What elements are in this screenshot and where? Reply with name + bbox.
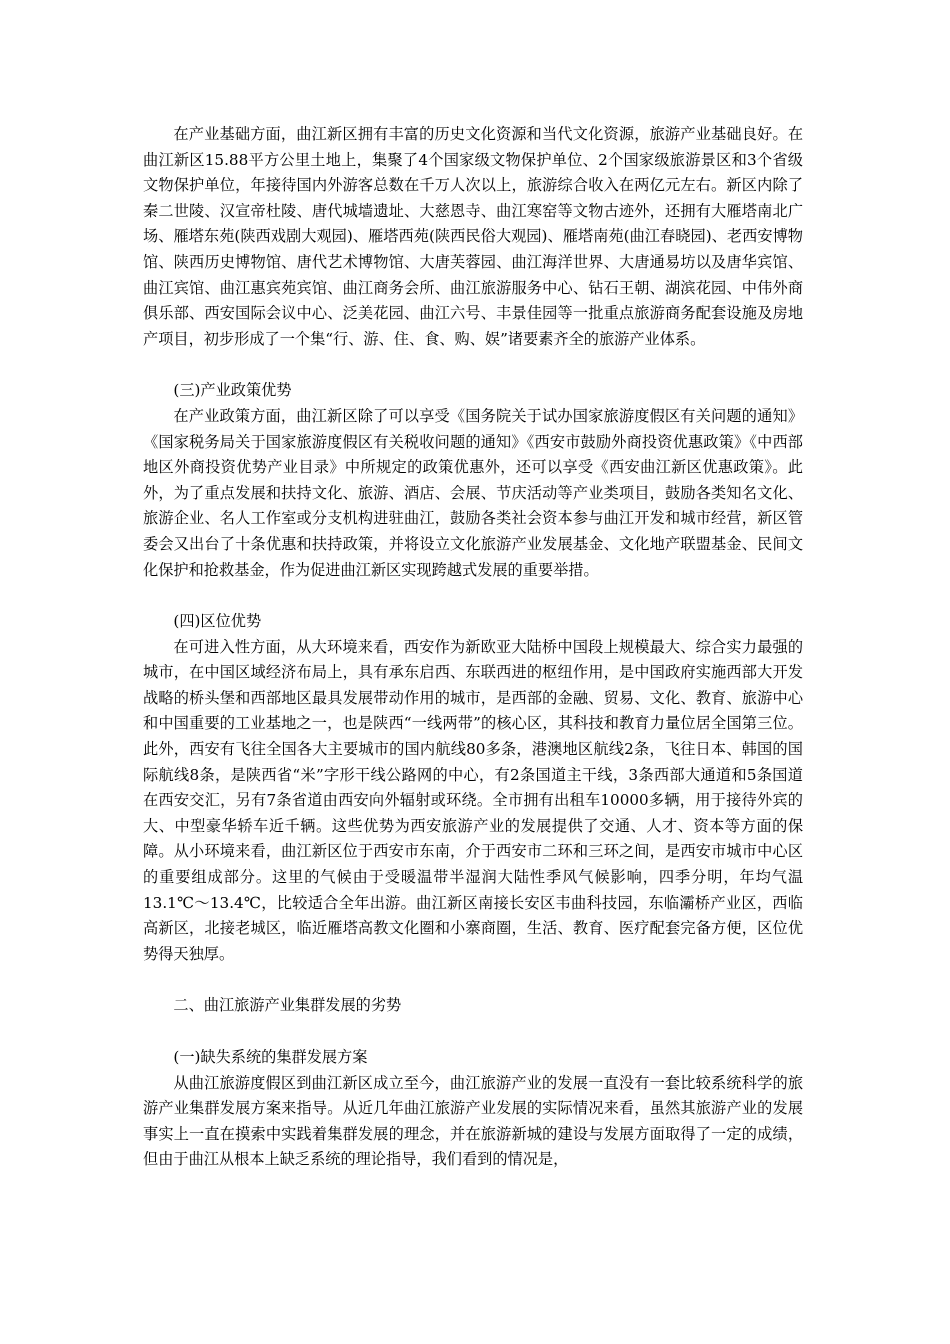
section-heading-policy: (三)产业政策优势 [173,381,292,400]
paragraph-industry-base: 在产业基础方面，曲江新区拥有丰富的历史文化资源和当代文化资源，旅游产业基础良好。在曲江新区15.88平方公里土地上，集聚了4个国家级文物保护单位、2个国家级旅游景区和3个省级文物保护单位，年接待国内外游客总数在千万人次以上，旅游综合收入在两亿元左右。新区内除了秦二世陵、汉宣帝杜陵、唐代城墙遗址、大慈恩寺、曲江寒窑等文物古迹外，还拥有大雁塔南北广场、雁塔东苑(陕西戏剧大观园)、雁塔西苑(陕西民俗大观园)、雁塔南苑(曲江春晓园)、老西安博物馆、陕西历史博物馆、唐代艺术博物馆、大唐芙蓉园、曲江海洋世界、大唐通易坊以及唐华宾馆、曲江宾馆、曲江惠宾苑宾馆、曲江商务会所、曲江旅游服务中心、钻石王朝、湖滨花园、中伟外商俱乐部、西安国际会议中心、泛美花园、曲江六号、丰景佳园等一批重点旅游商务配套设施及房地产项目，初步形成了一个集“行、游、住、食、购、娱”诸要素齐全的旅游产业体系。 [143,125,803,348]
chapter-heading-disadvantages: 二、曲江旅游产业集群发展的劣势 [173,996,402,1015]
paragraph-gap [143,352,803,378]
paragraph-policy: 在产业政策方面，曲江新区除了可以享受《国务院关于试办国家旅游度假区有关问题的通知》《国家税务局关于国家旅游度假区有关税收问题的通知》《西安市鼓励外商投资优惠政策》《中西部地区外商投资优势产业目录》中所规定的政策优惠外，还可以享受《西安曲江新区优惠政策》。此外，为了重点发展和扶持文化、旅游、酒店、会展、节庆活动等产业类项目，鼓励各类知名文化、旅游企业、名人工作室或分支机构进驻曲江，鼓励各类社会资本参与曲江开发和城市经营，新区管委会又出台了十条优惠和扶持政策，并将设立文化旅游产业发展基金、文化地产联盟基金、民间文化保护和抢救基金，作为促进曲江新区实现跨越式发展的重要举措。 [143,406,803,579]
paragraph-missing-plan: 从曲江旅游度假区到曲江新区成立至今，曲江旅游产业的发展一直没有一套比较系统科学的旅游产业集群发展方案来指导。从近几年曲江旅游产业发展的实际情况来看，虽然其旅游产业的发展事实上一直在摸索中实践着集群发展的理念，并在旅游新城的建设与发展方面取得了一定的成绩，但由于曲江从根本上缺乏系统的理论指导，我们看到的情况是， [143,1073,803,1169]
paragraph-gap [143,967,803,993]
document-page [143,122,803,1173]
paragraph-gap [143,1019,803,1045]
section-heading-missing-plan: (一)缺失系统的集群发展方案 [173,1048,368,1066]
paragraph-location: 在可进入性方面，从大环境来看，西安作为新欧亚大陆桥中国段上规模最大、综合实力最强的城市，在中国区域经济布局上，具有承东启西、东联西进的枢纽作用，是中国政府实施西部大开发战略的桥头堡和西部地区最具发展带动作用的城市，是西部的金融、贸易、文化、教育、旅游中心和中国重要的工业基地之一，也是陕西“一线两带”的核心区，其科技和教育力量位居全国第三位。此外，西安有飞往全国各大主要城市的国内航线80多条，港澳地区航线2条，飞往日本、韩国的国际航线8条，是陕西省“米”字形干线公路网的中心，有2条国道主干线，3条西部大通道和5条国道在西安交汇，另有7条省道由西安向外辐射或环绕。全市拥有出租车10000多辆，用于接待外宾的大、中型豪华轿车近千辆。这些优势为西安旅游产业的发展提供了交通、人才、资本等方面的保障。从小环境来看，曲江新区位于西安市东南，介于西安市二环和三环之间，是西安市城市中心区的重要组成部分。这里的气候由于受暖温带半湿润大陆性季风气候影响，四季分明，年均气温13.1℃～13.4℃，比较适合全年出游。曲江新区南接长安区韦曲科技园，东临灞桥产业区，西临高新区，北接老城区，临近雁塔高教文化圈和小寨商圈，生活、教育、医疗配套完备方便，区位优势得天独厚。 [143,637,803,963]
paragraph-gap [143,583,803,609]
section-heading-location: (四)区位优势 [173,612,262,631]
